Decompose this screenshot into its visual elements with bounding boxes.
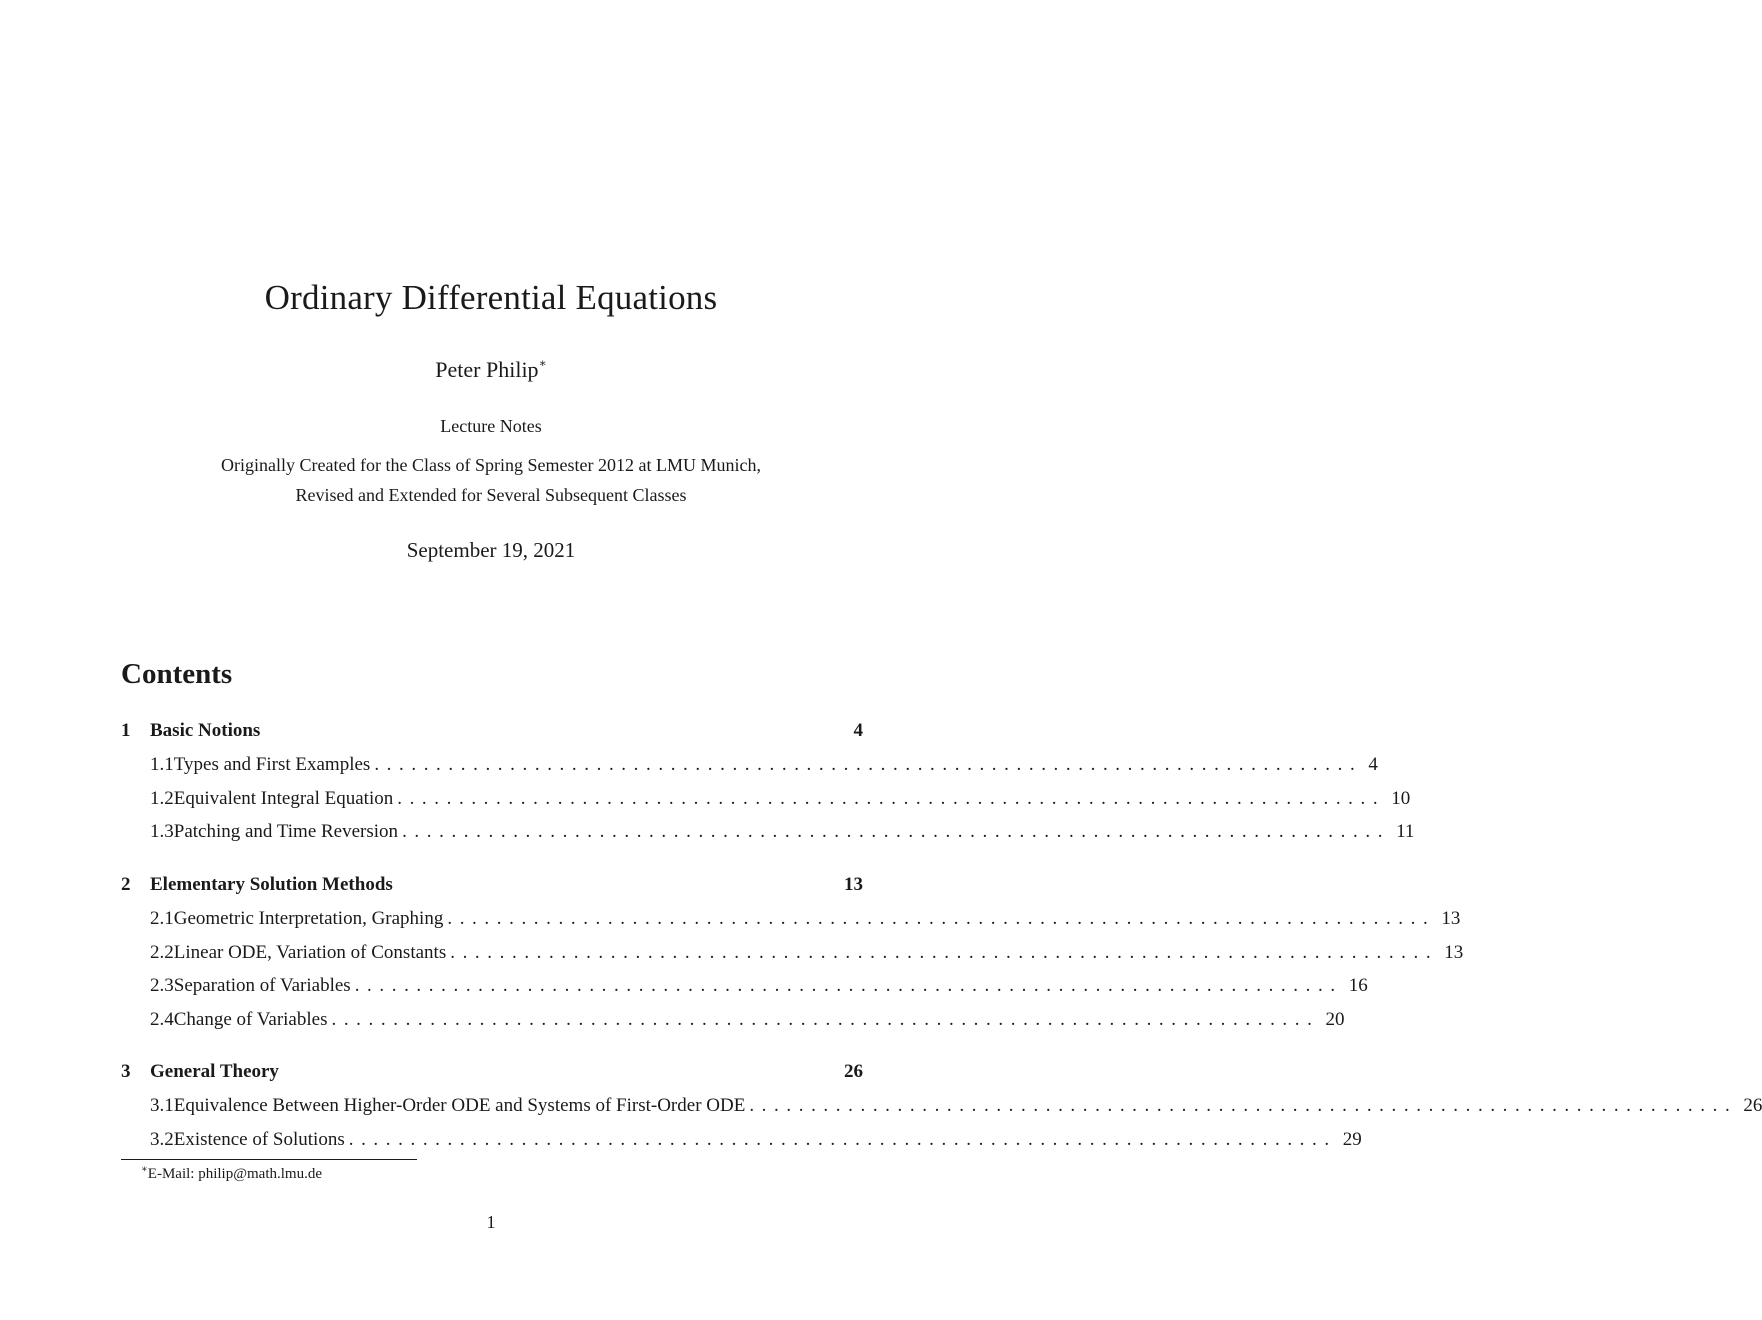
contents-heading: Contents	[121, 658, 233, 690]
toc-leader-dots: ................................................................................	[402, 821, 1391, 843]
toc-chapter[interactable]	[121, 874, 863, 900]
toc-section-number: 2.1	[150, 908, 174, 929]
toc-section-page: 13	[1441, 908, 1461, 929]
toc-section-title: Separation of Variables	[173, 975, 351, 997]
toc-section-title: Geometric Interpretation, Graphing	[173, 908, 444, 929]
toc-section-title: Linear ODE, Variation of Constants	[173, 941, 447, 963]
date: September 19, 2021	[406, 538, 576, 562]
toc-chapter-number: 1	[121, 720, 131, 741]
toc-section[interactable]	[121, 941, 1464, 968]
toc-section[interactable]	[121, 787, 1411, 814]
toc-section-number: 2.3	[150, 975, 174, 997]
toc-chapter-title: Basic Notions	[150, 720, 261, 741]
toc-section-page: 20	[1325, 1008, 1345, 1030]
toc-section[interactable]	[121, 1008, 1345, 1035]
toc-leader-dots: ................................................................................	[447, 908, 1436, 929]
toc-section-page: 13	[1444, 941, 1464, 963]
toc-section[interactable]	[121, 754, 1378, 780]
toc-chapter-title: General Theory	[150, 1061, 279, 1082]
author-name: Peter Philip	[435, 357, 539, 382]
footnote-mark: ∗	[141, 1164, 148, 1175]
toc-chapter[interactable]	[121, 1061, 863, 1087]
toc-section-title: Patching and Time Reversion	[173, 821, 399, 843]
toc-chapter[interactable]	[121, 720, 863, 746]
toc-chapter-title: Elementary Solution Methods	[150, 874, 393, 895]
toc-section-title: Equivalent Integral Equation	[173, 787, 394, 809]
footnote-rule	[121, 1159, 417, 1160]
toc-section-page: 11	[1396, 821, 1415, 843]
toc-section-number: 1.1	[150, 754, 174, 775]
toc-section[interactable]	[121, 1095, 1762, 1121]
toc-leader-dots: ................................................................................	[450, 941, 1439, 963]
footnote-text: E-Mail: philip@math.lmu.de	[147, 1166, 323, 1182]
page-number: 1	[486, 1212, 496, 1232]
subtitle: Lecture Notes	[440, 416, 542, 436]
origin-line-2: Revised and Extended for Several Subsequent Classes	[295, 485, 687, 505]
toc-section[interactable]	[121, 975, 1368, 1001]
toc-chapter-page: 26	[844, 1061, 863, 1082]
toc-leader-dots: ................................................................................	[374, 754, 1363, 775]
footnote	[141, 1164, 322, 1183]
origin-line-1: Originally Created for the Class of Spring Semester 2012 at LMU Munich,	[221, 455, 761, 475]
toc-section[interactable]	[121, 821, 1415, 847]
document-title: Ordinary Differential Equations	[264, 278, 718, 317]
toc-section[interactable]	[121, 908, 1461, 934]
author-footnote-mark[interactable]: ∗	[538, 355, 547, 370]
toc-chapter-page: 4	[853, 720, 863, 741]
toc-section-title: Existence of Solutions	[173, 1128, 345, 1150]
toc-section-page: 10	[1391, 787, 1411, 809]
toc-section-page: 26	[1743, 1095, 1762, 1116]
toc-section-number: 3.2	[150, 1128, 174, 1150]
toc-leader-dots: ................................................................................	[348, 1128, 1337, 1150]
toc-leader-dots: ................................................................................	[331, 1008, 1320, 1030]
toc-section-title: Types and First Examples	[173, 754, 371, 775]
toc-section-page: 16	[1348, 975, 1368, 997]
toc-section-number: 2.2	[150, 941, 174, 963]
toc-section-page: 29	[1342, 1128, 1362, 1150]
toc-chapter-page: 13	[844, 874, 863, 895]
toc-section-title: Change of Variables	[173, 1008, 328, 1030]
toc-section-title: Equivalence Between Higher-Order ODE and Systems of First-Order ODE	[173, 1095, 746, 1116]
toc-section-number: 3.1	[150, 1095, 174, 1116]
toc-leader-dots: ................................................................................	[749, 1095, 1738, 1116]
toc-section-page: 4	[1368, 754, 1378, 775]
author	[0, 357, 982, 383]
toc-leader-dots: ................................................................................	[397, 787, 1386, 809]
toc-section[interactable]	[121, 1128, 1362, 1155]
toc-leader-dots: ................................................................................	[354, 975, 1343, 997]
toc-section-number: 1.2	[150, 787, 174, 809]
toc-section-number: 1.3	[150, 821, 174, 843]
toc-chapter-number: 2	[121, 874, 131, 895]
toc-section-number: 2.4	[150, 1008, 174, 1030]
toc-chapter-number: 3	[121, 1061, 131, 1082]
